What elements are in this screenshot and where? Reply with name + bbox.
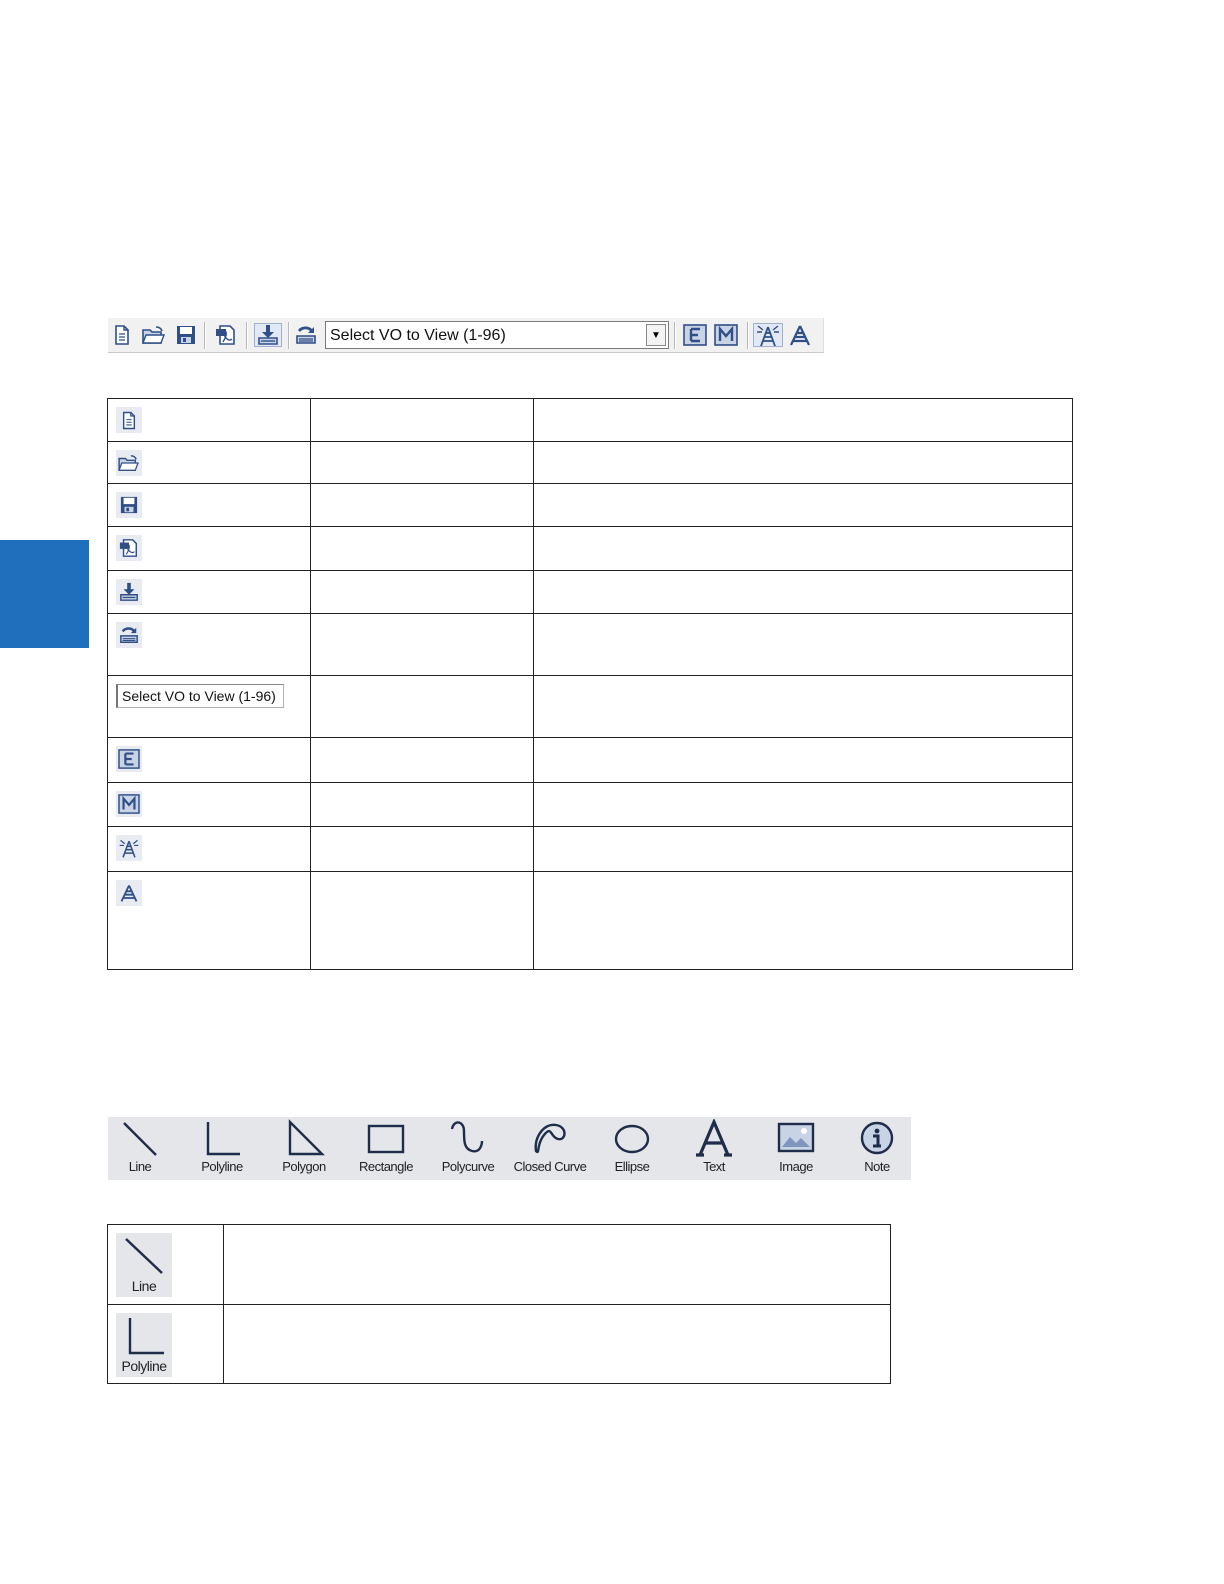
save-icon — [116, 492, 142, 518]
table-cell — [534, 484, 1073, 527]
toolbar-icons-table — [107, 398, 1073, 970]
table-cell — [534, 738, 1073, 783]
new-document-icon[interactable] — [110, 323, 134, 347]
table-cell — [311, 738, 534, 783]
table-cell — [534, 783, 1073, 827]
table-row — [108, 1305, 891, 1384]
table-cell — [534, 399, 1073, 442]
save-icon[interactable] — [174, 323, 198, 347]
note-icon — [855, 1119, 899, 1159]
line-tile-label: Line — [131, 1278, 157, 1294]
closed-curve-tool-label: Closed Curve — [513, 1159, 587, 1174]
polycurve-tool-label: Polycurve — [441, 1159, 495, 1174]
download-icon — [116, 579, 142, 605]
transfer-icon — [116, 622, 142, 648]
drawing-tools-table — [107, 1224, 891, 1384]
toolbar-separator — [674, 322, 676, 349]
table-cell — [311, 484, 534, 527]
tower-signal-icon[interactable] — [753, 323, 783, 347]
note-tool-button[interactable] — [842, 1117, 912, 1180]
table-cell — [311, 399, 534, 442]
table-row — [108, 442, 1073, 484]
table-cell — [311, 827, 534, 872]
rectangle-tool-button[interactable] — [351, 1117, 421, 1180]
table-cell — [311, 614, 534, 676]
image-icon — [774, 1119, 818, 1159]
polyline-icon — [122, 1315, 166, 1357]
table-cell — [534, 527, 1073, 571]
polyline-tool-button[interactable] — [187, 1117, 257, 1180]
table-row — [108, 484, 1073, 527]
polygon-tool-button[interactable] — [269, 1117, 339, 1180]
icon-cell — [108, 783, 311, 827]
table-row — [108, 614, 1073, 676]
table-cell — [534, 827, 1073, 872]
table-cell — [311, 571, 534, 614]
table-row — [108, 738, 1073, 783]
new-document-icon — [116, 407, 142, 433]
text-tool-label: Text — [703, 1159, 725, 1174]
table-row — [108, 399, 1073, 442]
polyline-icon — [200, 1119, 244, 1159]
table-row — [108, 527, 1073, 571]
m-mode-icon — [116, 791, 142, 817]
table-row — [108, 1225, 891, 1305]
line-tool-tile — [116, 1233, 172, 1297]
text-tool-button[interactable] — [679, 1117, 749, 1180]
table-cell — [224, 1225, 891, 1305]
vo-select-dropdown[interactable] — [325, 321, 669, 349]
polyline-tool-label: Polyline — [201, 1159, 243, 1174]
pdf-export-icon — [116, 535, 142, 561]
line-tool-label: Line — [128, 1159, 152, 1174]
toolbar-separator — [204, 322, 206, 349]
m-mode-icon[interactable] — [714, 323, 738, 347]
polycurve-icon — [446, 1119, 490, 1159]
table-cell — [534, 571, 1073, 614]
table-cell — [224, 1305, 891, 1384]
ellipse-icon — [610, 1119, 654, 1159]
icon-cell — [108, 399, 311, 442]
table-cell — [534, 614, 1073, 676]
tower-icon[interactable] — [788, 323, 812, 347]
icon-cell — [108, 872, 311, 970]
table-row — [108, 827, 1073, 872]
vo-select-dropdown-sample — [116, 684, 284, 708]
e-mode-icon[interactable] — [683, 323, 707, 347]
icon-cell — [108, 614, 311, 676]
line-icon — [118, 1119, 162, 1159]
table-cell — [534, 676, 1073, 738]
table-cell — [534, 872, 1073, 970]
table-cell — [311, 527, 534, 571]
vo-select-sample-text: Select VO to View (1-96) — [122, 688, 276, 704]
pdf-export-icon[interactable] — [214, 323, 238, 347]
icon-cell — [108, 527, 311, 571]
polyline-tool-tile — [116, 1313, 172, 1377]
vo-select-value: Select VO to View (1-96) — [330, 327, 506, 344]
table-cell — [311, 442, 534, 484]
closed-curve-icon — [528, 1119, 572, 1159]
tower-signal-icon — [116, 835, 142, 861]
image-tool-label: Image — [779, 1159, 813, 1174]
table-row — [108, 783, 1073, 827]
tower-icon — [116, 880, 142, 906]
drawing-toolbar — [108, 1117, 911, 1180]
table-row — [108, 872, 1073, 970]
chevron-down-icon[interactable]: ▼ — [646, 324, 666, 346]
text-icon — [692, 1119, 736, 1159]
closed-curve-tool-button[interactable] — [515, 1117, 585, 1180]
table-row — [108, 571, 1073, 614]
polygon-tool-label: Polygon — [282, 1159, 326, 1174]
open-folder-icon[interactable] — [142, 323, 166, 347]
polygon-icon — [282, 1119, 326, 1159]
download-icon[interactable] — [254, 323, 282, 347]
table-cell — [311, 676, 534, 738]
icon-cell — [108, 442, 311, 484]
section-tab-marker — [0, 540, 89, 648]
image-tool-button[interactable] — [761, 1117, 831, 1180]
icon-cell — [108, 1305, 224, 1384]
icon-cell — [108, 738, 311, 783]
rectangle-tool-label: Rectangle — [358, 1159, 414, 1174]
ellipse-tool-button[interactable] — [597, 1117, 667, 1180]
e-mode-icon — [116, 746, 142, 772]
toolbar-separator — [747, 322, 749, 349]
line-tool-button[interactable] — [105, 1117, 175, 1180]
table-cell — [311, 783, 534, 827]
line-icon — [122, 1235, 166, 1277]
polyline-tile-label: Polyline — [121, 1358, 167, 1374]
icon-cell — [108, 571, 311, 614]
icon-cell — [108, 1225, 224, 1305]
table-cell — [534, 442, 1073, 484]
rectangle-icon — [364, 1119, 408, 1159]
icon-cell — [108, 676, 311, 738]
icon-cell — [108, 827, 311, 872]
table-cell — [311, 872, 534, 970]
transfer-icon[interactable] — [294, 323, 318, 347]
table-row — [108, 676, 1073, 738]
viewer-toolbar — [108, 318, 824, 353]
open-folder-icon — [116, 450, 142, 476]
toolbar-separator — [288, 322, 290, 349]
note-tool-label: Note — [864, 1159, 890, 1174]
polycurve-tool-button[interactable] — [433, 1117, 503, 1180]
toolbar-separator — [246, 322, 248, 349]
ellipse-tool-label: Ellipse — [614, 1159, 650, 1174]
icon-cell — [108, 484, 311, 527]
